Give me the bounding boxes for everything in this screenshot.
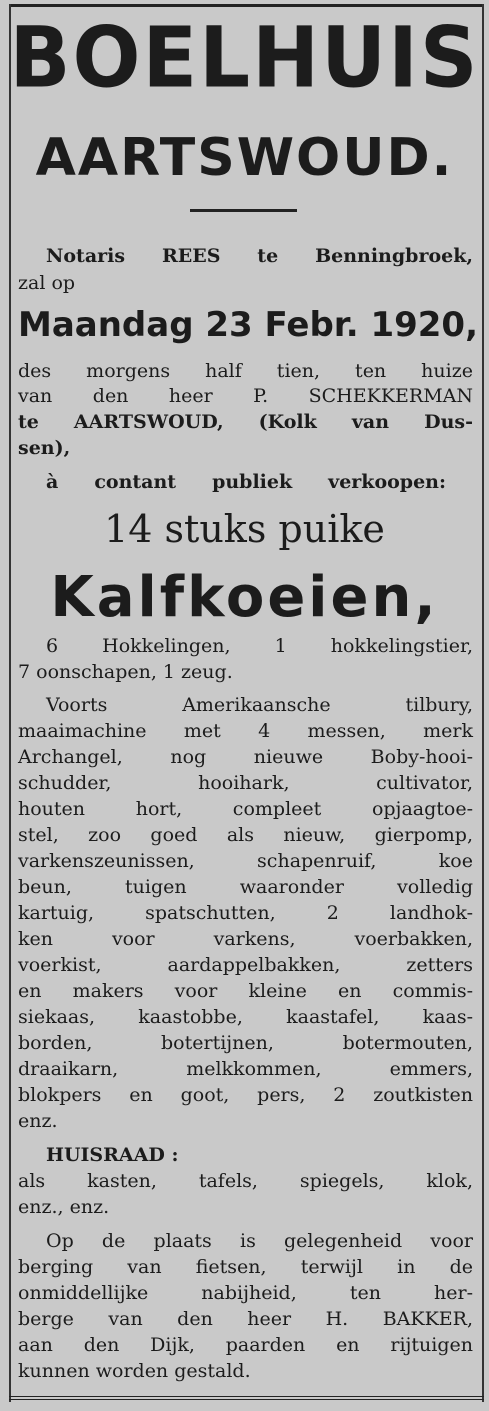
location-line-4: sen), (18, 437, 71, 459)
advert-place: AARTSWOUD. (35, 128, 454, 188)
goods-line: siekaas, kaastobbe, kaastafel, kaas- (18, 1006, 473, 1028)
location-line-1: des morgens half tien, ten huize (18, 360, 473, 382)
goods-line: kartuig, spatschutten, 2 landhok- (18, 902, 473, 924)
household-heading: HUISRAAD : (46, 1144, 179, 1166)
sale-terms: à contant publiek verkoopen: (46, 471, 446, 493)
location-line-2: van den heer P. SCHEKKERMAN (18, 385, 473, 407)
goods-line: borden, botertijnen, botermouten, (18, 1032, 473, 1054)
location-line-3: te AARTSWOUD, (Kolk van Dus- (18, 411, 473, 433)
goods-line: Archangel, nog nieuwe Boby-hooi- (18, 746, 473, 768)
auction-date: Maandag 23 Febr. 1920, (18, 305, 478, 345)
headline-item: Kalfkoeien, (50, 565, 439, 630)
household-line-2: enz., enz. (18, 1196, 110, 1218)
livestock-line-2: 7 oonschapen, 1 zeug. (18, 661, 233, 683)
closing-line: berging van fietsen, terwijl in de (18, 1256, 473, 1278)
goods-line: en makers voor kleine en commis- (18, 980, 473, 1002)
goods-line: ken voor varkens, voerbakken, (18, 928, 473, 950)
goods-line: maaimachine met 4 messen, merk (18, 720, 473, 742)
intro-line: zal op (18, 272, 76, 294)
goods-line: beun, tuigen waaronder volledig (18, 876, 473, 898)
closing-line: berge van den heer H. BAKKER, (18, 1308, 473, 1330)
bottom-border (9, 1396, 484, 1400)
goods-line: draaikarn, melkkommen, emmers, (18, 1058, 473, 1080)
goods-line: schudder, hooihark, cultivator, (18, 772, 473, 794)
goods-line: Voorts Amerikaansche tilbury, (46, 694, 473, 716)
notary-line: Notaris REES te Benningbroek, (46, 245, 473, 267)
headline-count: 14 stuks puike (104, 507, 385, 551)
goods-line: blokpers en goot, pers, 2 zoutkisten (18, 1084, 473, 1106)
goods-line: stel, zoo goed als nieuw, gierpomp, (18, 824, 473, 846)
closing-line: Op de plaats is gelegenheid voor (46, 1230, 473, 1252)
household-line-1: als kasten, tafels, spiegels, klok, (18, 1170, 473, 1192)
livestock-line-1: 6 Hokkelingen, 1 hokkelingstier, (46, 635, 473, 657)
goods-line: enz. (18, 1110, 58, 1132)
closing-line: onmiddellijke nabijheid, ten her- (18, 1282, 473, 1304)
advert-title: BOELHUIS (9, 8, 480, 107)
goods-line: houten hort, compleet opjaagtoe- (18, 798, 473, 820)
goods-line: voerkist, aardappelbakken, zetters (18, 954, 473, 976)
divider-rule (190, 209, 297, 212)
closing-line: aan den Dijk, paarden en rijtuigen (18, 1334, 473, 1356)
goods-line: varkenszeunissen, schapenruif, koe (18, 850, 473, 872)
closing-line: kunnen worden gestald. (18, 1360, 251, 1382)
